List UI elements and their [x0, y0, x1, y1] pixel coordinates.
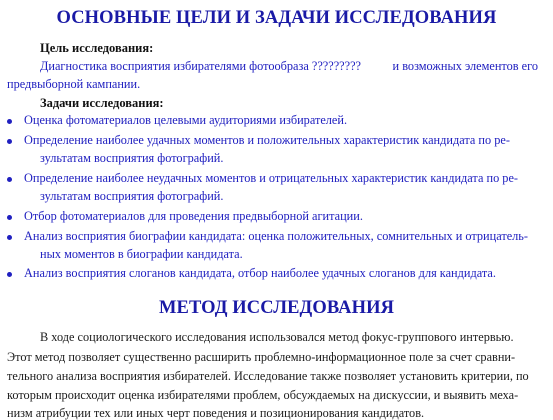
- method-line-1: В ходе социологического исследования использовался метод фокус-группового интервью.: [40, 330, 514, 344]
- goals-section-title: ОСНОВНЫЕ ЦЕЛИ И ЗАДАЧИ ИССЛЕДОВАНИЯ: [56, 8, 497, 28]
- goal-text-line1-part1: Диагностика восприятия избирателями фотообраза ?????????: [40, 59, 361, 73]
- task-1-line1: Оценка фотоматериалов целевыми аудиториями избирателей.: [24, 113, 348, 127]
- task-bullet-5: [7, 235, 12, 240]
- task-5-line2: ных моментов в биографии кандидата.: [40, 247, 243, 261]
- task-bullet-4: [7, 215, 12, 220]
- task-4-line1: Отбор фотоматериалов для проведения предвыборной агитации.: [24, 209, 363, 223]
- method-section-title: МЕТОД ИССЛЕДОВАНИЯ: [158, 298, 395, 318]
- task-bullet-3: [7, 177, 12, 182]
- task-2-line1: Определение наиболее удачных моментов и положительных характеристик кандидата по ре-: [24, 133, 510, 147]
- method-line-3: тельного анализа восприятия избирателей. Исследование также позволяет установить критерии, по: [7, 369, 529, 383]
- task-bullet-1: [7, 119, 12, 124]
- task-bullet-6: [7, 272, 12, 277]
- goal-text-line1-part2: и возможных элементов его: [392, 59, 538, 73]
- task-5-line1: Анализ восприятия биографии кандидата: оценка положительных, сомнительных и отрицатель-: [24, 229, 529, 243]
- goal-heading: Цель исследования:: [40, 41, 154, 55]
- method-line-5: низм атрибуции тех или иных черт поведения и позиционирования кандидатов.: [7, 406, 425, 420]
- task-bullet-2: [7, 139, 12, 144]
- task-2-line2: зультатам восприятия фотографий.: [40, 151, 224, 165]
- tasks-heading: Задачи исследования:: [40, 96, 164, 110]
- method-line-4: которым происходит оценка избирателями проблем, обсуждаемых на дискуссии, и выявить меха-: [7, 388, 519, 402]
- task-3-line2: зультатам восприятия фотографий.: [40, 189, 224, 203]
- task-3-line1: Определение наиболее неудачных моментов и отрицательных характеристик кандидата по ре-: [24, 171, 518, 185]
- method-line-2: Этот метод позволяет существенно расширить проблемно-информационное поле за счет сравни-: [7, 350, 516, 364]
- task-6-line1: Анализ восприятия слоганов кандидата, отбор наиболее удачных слоганов для кандидата.: [24, 266, 496, 280]
- goal-text-line2: предвыборной кампании.: [7, 77, 141, 91]
